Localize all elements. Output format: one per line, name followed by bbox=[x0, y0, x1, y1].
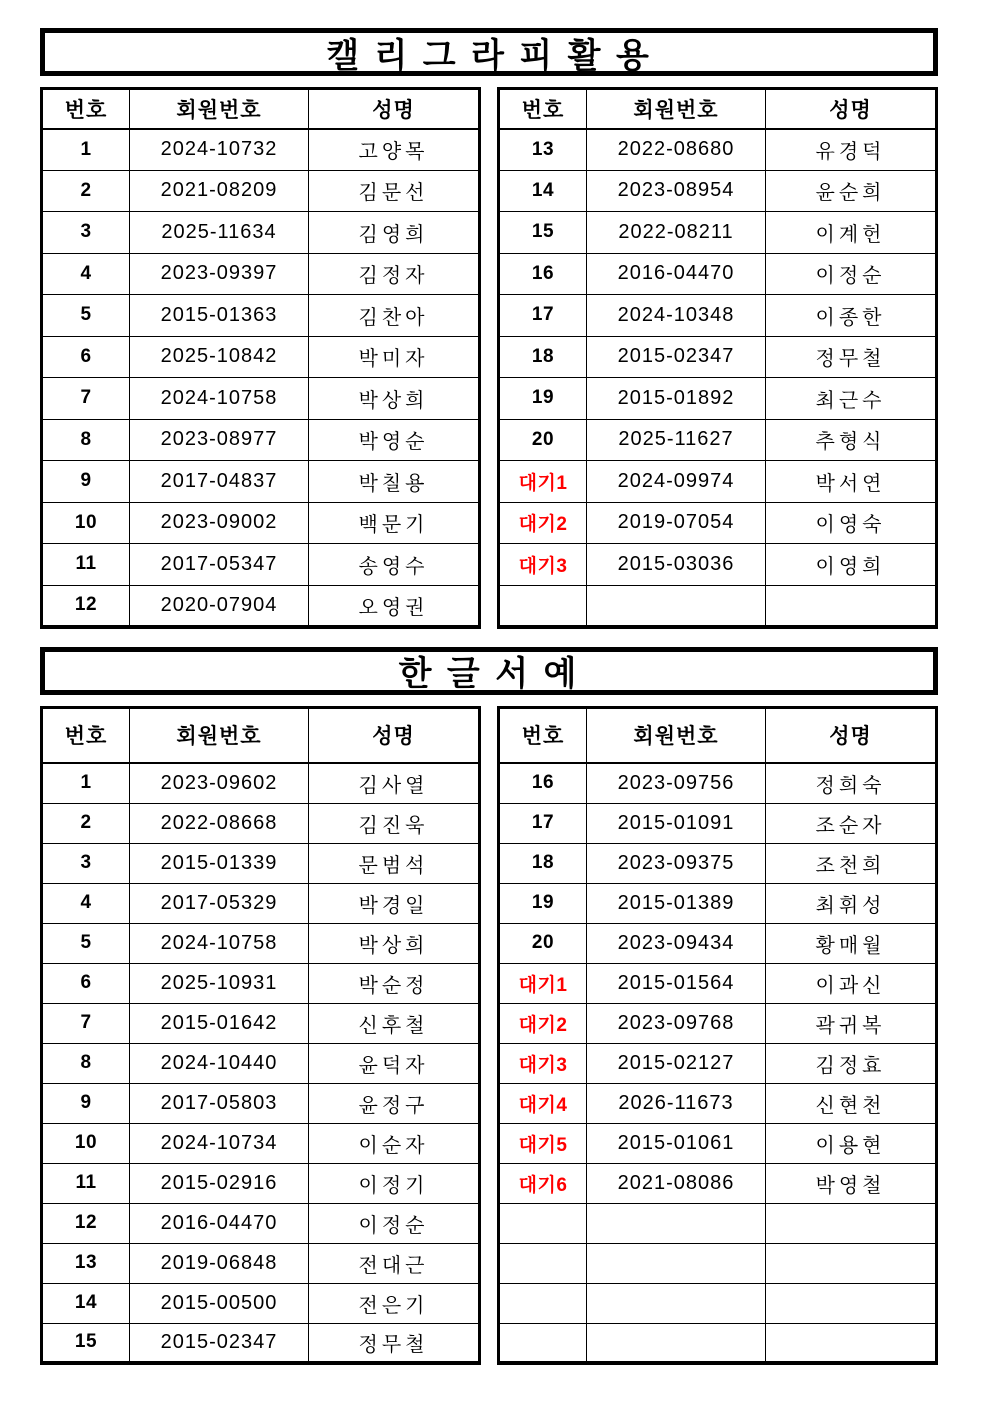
cell-member-id bbox=[587, 585, 766, 627]
cell-no: 12 bbox=[42, 1203, 130, 1243]
cell-no: 대기3 bbox=[499, 544, 587, 586]
header-row bbox=[42, 707, 480, 763]
section-title-calligraphy: 캘 리 그 라 피 활 용 bbox=[326, 36, 652, 75]
column-header-member-id: 회원번호 bbox=[587, 89, 766, 129]
cell-no bbox=[499, 1283, 587, 1323]
cell-member-id: 2025-11634 bbox=[130, 212, 309, 254]
cell-member-id: 2023-09756 bbox=[587, 763, 766, 803]
cell-name bbox=[766, 1203, 937, 1243]
member-row bbox=[499, 419, 937, 461]
member-row bbox=[42, 1323, 480, 1363]
cell-name: 김영희 bbox=[309, 212, 480, 254]
cell-member-id bbox=[587, 1203, 766, 1243]
cell-member-id: 2015-01061 bbox=[587, 1123, 766, 1163]
cell-no: 9 bbox=[42, 461, 130, 503]
cell-member-id bbox=[587, 1323, 766, 1363]
column-header-member-id: 회원번호 bbox=[130, 89, 309, 129]
member-row bbox=[499, 883, 937, 923]
cell-no: 1 bbox=[42, 763, 130, 803]
member-row bbox=[42, 883, 480, 923]
member-row bbox=[499, 378, 937, 420]
waitlist-row bbox=[499, 461, 937, 503]
empty-row bbox=[499, 585, 937, 627]
member-row bbox=[42, 461, 480, 503]
cell-member-id: 2023-09375 bbox=[587, 843, 766, 883]
cell-no: 2 bbox=[42, 803, 130, 843]
empty-row bbox=[499, 1203, 937, 1243]
cell-member-id: 2022-08668 bbox=[130, 803, 309, 843]
waitlist-row bbox=[499, 1043, 937, 1083]
member-row bbox=[499, 129, 937, 171]
cell-no: 10 bbox=[42, 1123, 130, 1163]
cell-no: 7 bbox=[42, 378, 130, 420]
cell-name bbox=[766, 1323, 937, 1363]
cell-no: 4 bbox=[42, 253, 130, 295]
column-header-no: 번호 bbox=[499, 89, 587, 129]
member-row bbox=[42, 1203, 480, 1243]
cell-no: 대기1 bbox=[499, 461, 587, 503]
cell-name: 전대근 bbox=[309, 1243, 480, 1283]
member-row bbox=[42, 1163, 480, 1203]
section-title-hangul: 한 글 서 예 bbox=[398, 655, 580, 693]
cell-no: 대기1 bbox=[499, 963, 587, 1003]
cell-name: 고양목 bbox=[309, 129, 480, 171]
cell-name: 윤덕자 bbox=[309, 1043, 480, 1083]
header-row bbox=[42, 89, 480, 129]
cell-no: 17 bbox=[499, 803, 587, 843]
cell-no: 8 bbox=[42, 419, 130, 461]
cell-no: 12 bbox=[42, 585, 130, 627]
cell-name: 조천희 bbox=[766, 843, 937, 883]
member-row bbox=[499, 923, 937, 963]
cell-member-id: 2017-05347 bbox=[130, 544, 309, 586]
cell-member-id: 2017-05329 bbox=[130, 883, 309, 923]
member-row bbox=[42, 1243, 480, 1283]
cell-member-id: 2016-04470 bbox=[587, 253, 766, 295]
cell-member-id: 2024-10758 bbox=[130, 923, 309, 963]
header-row bbox=[499, 89, 937, 129]
member-row bbox=[42, 1283, 480, 1323]
cell-no: 대기6 bbox=[499, 1163, 587, 1203]
column-header-no: 번호 bbox=[42, 707, 130, 763]
cell-name: 박경일 bbox=[309, 883, 480, 923]
cell-no: 대기5 bbox=[499, 1123, 587, 1163]
section-calligraphy bbox=[40, 28, 940, 629]
cell-member-id: 2015-01642 bbox=[130, 1003, 309, 1043]
cell-no: 14 bbox=[499, 170, 587, 212]
cell-no: 14 bbox=[42, 1283, 130, 1323]
column-header-member-id: 회원번호 bbox=[587, 707, 766, 763]
cell-member-id: 2015-02127 bbox=[587, 1043, 766, 1083]
cell-name: 이용현 bbox=[766, 1123, 937, 1163]
cell-name: 황매월 bbox=[766, 923, 937, 963]
cell-no: 19 bbox=[499, 883, 587, 923]
cell-member-id: 2015-02347 bbox=[587, 336, 766, 378]
cell-name: 송영수 bbox=[309, 544, 480, 586]
cell-no: 1 bbox=[42, 129, 130, 171]
cell-no: 13 bbox=[499, 129, 587, 171]
cell-name: 박상희 bbox=[309, 923, 480, 963]
cell-no: 4 bbox=[42, 883, 130, 923]
cell-member-id: 2023-09434 bbox=[587, 923, 766, 963]
cell-member-id: 2024-10348 bbox=[587, 295, 766, 337]
cell-name: 신현천 bbox=[766, 1083, 937, 1123]
section-title-box-hangul bbox=[40, 647, 938, 695]
member-row bbox=[499, 803, 937, 843]
member-row bbox=[42, 763, 480, 803]
cell-name: 추형식 bbox=[766, 419, 937, 461]
cell-name: 박순정 bbox=[309, 963, 480, 1003]
waitlist-row bbox=[499, 1123, 937, 1163]
cell-name: 윤정구 bbox=[309, 1083, 480, 1123]
cell-name: 이계헌 bbox=[766, 212, 937, 254]
cell-no: 대기4 bbox=[499, 1083, 587, 1123]
cell-name: 이영희 bbox=[766, 544, 937, 586]
cell-name: 이과신 bbox=[766, 963, 937, 1003]
cell-member-id: 2023-08977 bbox=[130, 419, 309, 461]
cell-no: 6 bbox=[42, 336, 130, 378]
member-row bbox=[42, 1123, 480, 1163]
member-row bbox=[42, 253, 480, 295]
cell-member-id: 2015-01389 bbox=[587, 883, 766, 923]
member-row bbox=[499, 212, 937, 254]
cell-member-id: 2015-01339 bbox=[130, 843, 309, 883]
cell-name: 최휘성 bbox=[766, 883, 937, 923]
cell-no: 19 bbox=[499, 378, 587, 420]
cell-name: 김찬아 bbox=[309, 295, 480, 337]
cell-name: 박영철 bbox=[766, 1163, 937, 1203]
cell-no: 11 bbox=[42, 544, 130, 586]
cell-name: 유경덕 bbox=[766, 129, 937, 171]
column-header-name: 성명 bbox=[766, 89, 937, 129]
cell-member-id bbox=[587, 1283, 766, 1323]
column-header-no: 번호 bbox=[42, 89, 130, 129]
cell-no: 9 bbox=[42, 1083, 130, 1123]
cell-name: 전은기 bbox=[309, 1283, 480, 1323]
empty-row bbox=[499, 1323, 937, 1363]
cell-name: 김정자 bbox=[309, 253, 480, 295]
member-row bbox=[42, 1043, 480, 1083]
cell-name: 백문기 bbox=[309, 502, 480, 544]
cell-member-id: 2025-11627 bbox=[587, 419, 766, 461]
header-row bbox=[499, 707, 937, 763]
cell-name bbox=[766, 1283, 937, 1323]
cell-name: 이종한 bbox=[766, 295, 937, 337]
cell-member-id: 2019-07054 bbox=[587, 502, 766, 544]
cell-name: 박미자 bbox=[309, 336, 480, 378]
member-row bbox=[42, 585, 480, 627]
cell-name: 오영권 bbox=[309, 585, 480, 627]
cell-name: 박영순 bbox=[309, 419, 480, 461]
waitlist-row bbox=[499, 1003, 937, 1043]
cell-no: 18 bbox=[499, 843, 587, 883]
cell-member-id: 2015-02347 bbox=[130, 1323, 309, 1363]
cell-member-id: 2023-09002 bbox=[130, 502, 309, 544]
column-header-name: 성명 bbox=[309, 89, 480, 129]
cell-no: 3 bbox=[42, 212, 130, 254]
cell-name: 문범석 bbox=[309, 843, 480, 883]
cell-no: 16 bbox=[499, 253, 587, 295]
cell-no bbox=[499, 1243, 587, 1283]
cell-member-id: 2021-08209 bbox=[130, 170, 309, 212]
cell-member-id: 2022-08680 bbox=[587, 129, 766, 171]
hangul-roster-table-right bbox=[497, 706, 938, 1366]
member-row bbox=[42, 129, 480, 171]
waitlist-row bbox=[499, 502, 937, 544]
cell-no: 5 bbox=[42, 295, 130, 337]
cell-no: 10 bbox=[42, 502, 130, 544]
empty-row bbox=[499, 1243, 937, 1283]
cell-member-id: 2015-01091 bbox=[587, 803, 766, 843]
member-row bbox=[42, 544, 480, 586]
cell-name: 김정효 bbox=[766, 1043, 937, 1083]
cell-no: 13 bbox=[42, 1243, 130, 1283]
cell-member-id: 2015-01564 bbox=[587, 963, 766, 1003]
member-row bbox=[499, 843, 937, 883]
cell-member-id: 2024-10734 bbox=[130, 1123, 309, 1163]
cell-name: 윤순희 bbox=[766, 170, 937, 212]
cell-member-id: 2025-10931 bbox=[130, 963, 309, 1003]
cell-no: 8 bbox=[42, 1043, 130, 1083]
cell-member-id: 2015-01363 bbox=[130, 295, 309, 337]
cell-name: 신후철 bbox=[309, 1003, 480, 1043]
cell-no: 2 bbox=[42, 170, 130, 212]
cell-name: 박상희 bbox=[309, 378, 480, 420]
member-row bbox=[42, 212, 480, 254]
cell-no: 20 bbox=[499, 923, 587, 963]
cell-member-id: 2023-09602 bbox=[130, 763, 309, 803]
waitlist-row bbox=[499, 1083, 937, 1123]
cell-name: 김진욱 bbox=[309, 803, 480, 843]
cell-name: 이정순 bbox=[766, 253, 937, 295]
member-row bbox=[42, 963, 480, 1003]
cell-no bbox=[499, 1203, 587, 1243]
cell-no: 11 bbox=[42, 1163, 130, 1203]
cell-member-id bbox=[587, 1243, 766, 1283]
column-header-member-id: 회원번호 bbox=[130, 707, 309, 763]
cell-name: 곽귀복 bbox=[766, 1003, 937, 1043]
calligraphy-roster-table-left bbox=[40, 87, 481, 629]
column-header-no: 번호 bbox=[499, 707, 587, 763]
cell-no: 대기2 bbox=[499, 1003, 587, 1043]
cell-member-id: 2023-08954 bbox=[587, 170, 766, 212]
cell-name: 박서연 bbox=[766, 461, 937, 503]
cell-member-id: 2026-11673 bbox=[587, 1083, 766, 1123]
column-header-name: 성명 bbox=[766, 707, 937, 763]
empty-row bbox=[499, 1283, 937, 1323]
cell-name: 최근수 bbox=[766, 378, 937, 420]
cell-member-id: 2024-10758 bbox=[130, 378, 309, 420]
hangul-tables bbox=[40, 706, 940, 1366]
cell-name: 이영숙 bbox=[766, 502, 937, 544]
cell-member-id: 2023-09397 bbox=[130, 253, 309, 295]
cell-no: 대기2 bbox=[499, 502, 587, 544]
cell-member-id: 2025-10842 bbox=[130, 336, 309, 378]
cell-name bbox=[766, 1243, 937, 1283]
cell-no: 5 bbox=[42, 923, 130, 963]
cell-name: 박칠용 bbox=[309, 461, 480, 503]
cell-no: 18 bbox=[499, 336, 587, 378]
cell-name: 이정기 bbox=[309, 1163, 480, 1203]
cell-no: 17 bbox=[499, 295, 587, 337]
member-row bbox=[42, 843, 480, 883]
cell-no: 16 bbox=[499, 763, 587, 803]
cell-no: 15 bbox=[499, 212, 587, 254]
member-row bbox=[499, 253, 937, 295]
cell-name: 정희숙 bbox=[766, 763, 937, 803]
cell-no: 7 bbox=[42, 1003, 130, 1043]
cell-name: 정무철 bbox=[766, 336, 937, 378]
section-title-box-calligraphy bbox=[40, 28, 938, 76]
cell-no: 대기3 bbox=[499, 1043, 587, 1083]
cell-member-id: 2024-09974 bbox=[587, 461, 766, 503]
cell-no: 15 bbox=[42, 1323, 130, 1363]
cell-member-id: 2017-04837 bbox=[130, 461, 309, 503]
cell-name: 이순자 bbox=[309, 1123, 480, 1163]
calligraphy-roster-table-right bbox=[497, 87, 938, 629]
cell-no: 3 bbox=[42, 843, 130, 883]
cell-name: 조순자 bbox=[766, 803, 937, 843]
member-row bbox=[42, 419, 480, 461]
member-row bbox=[42, 1003, 480, 1043]
calligraphy-tables bbox=[40, 87, 940, 629]
member-row bbox=[42, 923, 480, 963]
cell-no bbox=[499, 1323, 587, 1363]
cell-member-id: 2019-06848 bbox=[130, 1243, 309, 1283]
member-row bbox=[499, 336, 937, 378]
cell-name: 김사열 bbox=[309, 763, 480, 803]
member-row bbox=[499, 295, 937, 337]
member-row bbox=[42, 170, 480, 212]
cell-name: 정무철 bbox=[309, 1323, 480, 1363]
cell-member-id: 2021-08086 bbox=[587, 1163, 766, 1203]
cell-name: 김문선 bbox=[309, 170, 480, 212]
waitlist-row bbox=[499, 963, 937, 1003]
cell-member-id: 2023-09768 bbox=[587, 1003, 766, 1043]
cell-member-id: 2015-01892 bbox=[587, 378, 766, 420]
cell-no: 6 bbox=[42, 963, 130, 1003]
cell-no: 20 bbox=[499, 419, 587, 461]
cell-member-id: 2015-02916 bbox=[130, 1163, 309, 1203]
cell-member-id: 2016-04470 bbox=[130, 1203, 309, 1243]
member-row bbox=[42, 803, 480, 843]
column-header-name: 성명 bbox=[309, 707, 480, 763]
member-row bbox=[42, 336, 480, 378]
section-hangul-calligraphy bbox=[40, 647, 940, 1366]
cell-member-id: 2015-03036 bbox=[587, 544, 766, 586]
cell-member-id: 2024-10440 bbox=[130, 1043, 309, 1083]
hangul-roster-table-left bbox=[40, 706, 481, 1366]
waitlist-row bbox=[499, 1163, 937, 1203]
member-row bbox=[42, 378, 480, 420]
member-row bbox=[499, 763, 937, 803]
cell-member-id: 2020-07904 bbox=[130, 585, 309, 627]
cell-name bbox=[766, 585, 937, 627]
member-row bbox=[42, 502, 480, 544]
cell-member-id: 2022-08211 bbox=[587, 212, 766, 254]
waitlist-row bbox=[499, 544, 937, 586]
cell-member-id: 2024-10732 bbox=[130, 129, 309, 171]
member-row bbox=[42, 1083, 480, 1123]
member-row bbox=[499, 170, 937, 212]
cell-no bbox=[499, 585, 587, 627]
cell-member-id: 2017-05803 bbox=[130, 1083, 309, 1123]
member-row bbox=[42, 295, 480, 337]
cell-member-id: 2015-00500 bbox=[130, 1283, 309, 1323]
cell-name: 이정순 bbox=[309, 1203, 480, 1243]
